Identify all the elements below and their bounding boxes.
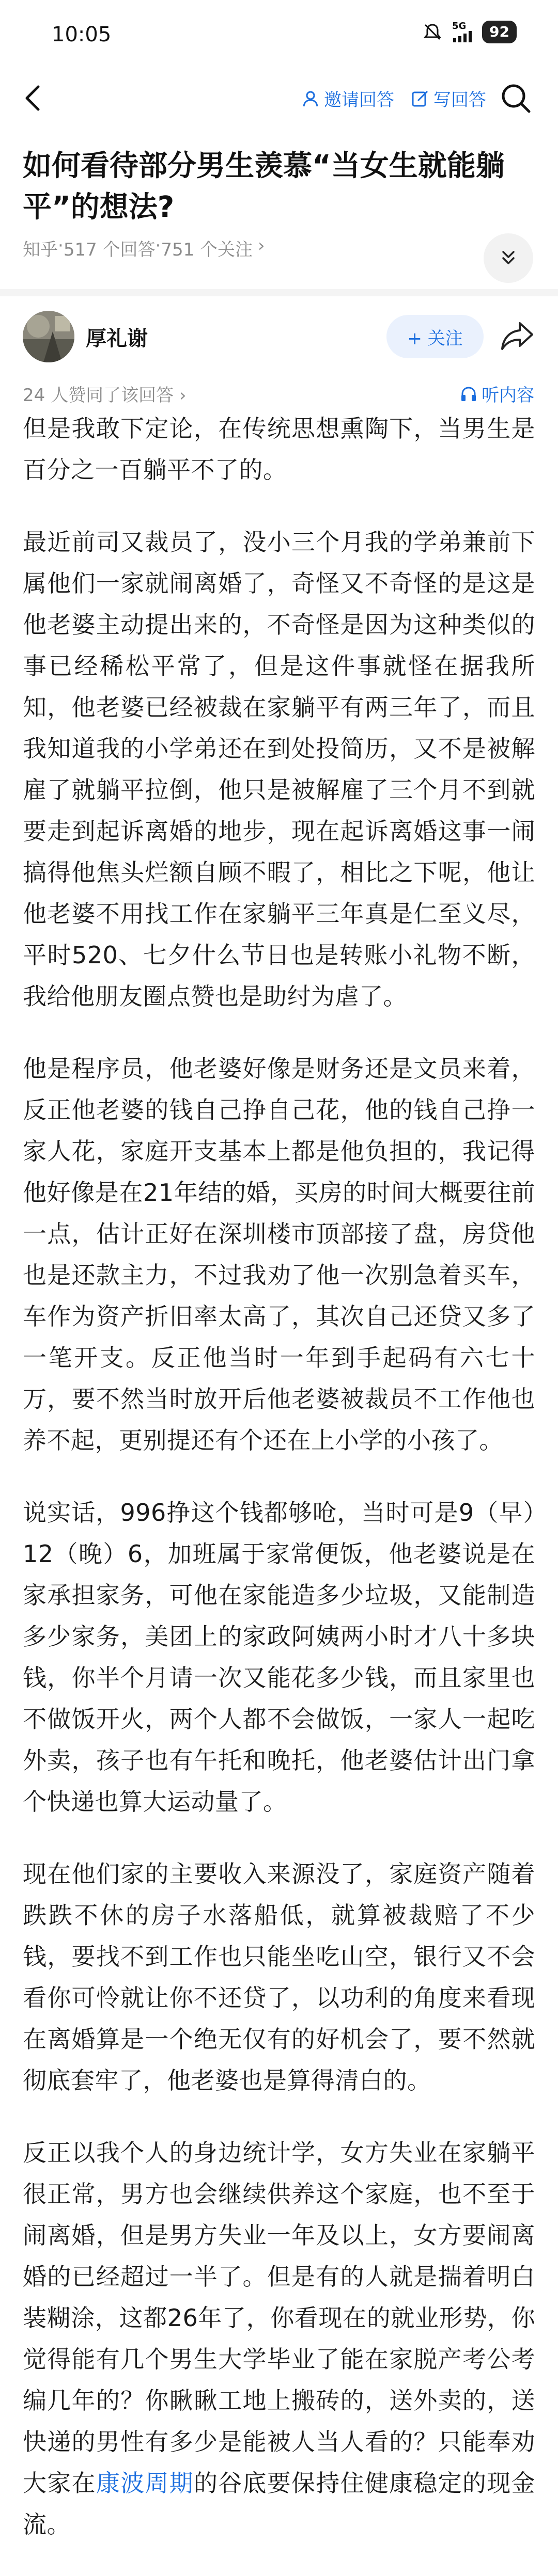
follower-count: 751 个关注 xyxy=(161,240,253,260)
approval-row xyxy=(23,379,534,405)
person-icon xyxy=(301,89,320,108)
answer-count: 517 个回答 xyxy=(63,240,156,260)
signal-icon xyxy=(452,22,473,42)
write-answer-button[interactable] xyxy=(411,86,486,111)
invite-answer-button[interactable] xyxy=(301,86,394,111)
meta-separator: · xyxy=(155,235,161,256)
question-meta[interactable] xyxy=(23,235,265,261)
answer-paragraph: 说实话，996挣这个钱都够呛，当时可是9（早）12（晚）6，加班属于家常便饭，他老婆说是在家承担家务，可他在家能造多少垃圾，又能制造多少家务，美团上的家政阿姨两小时才八十多块钱，你半个月请一次又能花多少钱，而且家里也不做饭开火，两个人都不会做饭，一家人一起吃外卖，孩子也有午托和晚托，他老婆估计出门拿个快递也算大运动量了。 xyxy=(23,1499,535,1816)
avatar[interactable] xyxy=(23,311,74,362)
chevron-right-icon: › xyxy=(258,235,265,256)
answer-paragraph: 但是我敢下定论，在传统思想熏陶下，当男生是百分之一百躺平不了的。 xyxy=(23,415,535,484)
listen-label: 听内容 xyxy=(482,385,534,406)
answer-paragraph-last xyxy=(23,2132,535,2545)
approval-count[interactable]: 24 人赞同了该回答 › xyxy=(23,385,187,406)
edit-icon xyxy=(411,89,429,108)
author-row xyxy=(0,305,558,367)
answer-paragraph-text: 反正以我个人的身边统计学，女方失业在家躺平很正常，男方也会继续供养这个家庭，也不至于闹离婚，但是男方失业一年及以上，女方要闹离婚的已经超过一半了。但是有的人就是揣着明白装糊涂，这都26年了，你看现在的就业形势，你觉得能有几个男生大学毕业了能在家脱产考公考编几年的？你瞅瞅工地上搬砖的，送外卖的，送快递的男性有多少是能被人当人看的？只能奉劝大家在 xyxy=(23,2139,535,2497)
signal-label: 5G xyxy=(452,21,467,31)
collapse-button[interactable] xyxy=(484,233,533,283)
double-chevron-down-icon xyxy=(498,248,519,268)
answer-paragraph: 他是程序员，他老婆好像是财务还是文员来着，反正他老婆的钱自己挣自己花，他的钱自己挣一家人花，家庭开支基本上都是他负担的，我记得他好像是在21年结的婚，买房的时间大概要往前一点，估计正好在深圳楼市顶部接了盘，房贷他也是还款主力，不过我劝了他一次别急着买车，车作为资产折旧率太高了，其次自己还贷又多了一笔开支。反正他当时一年到手起码有六七十万，要不然当时放开后他老婆被裁员不工作他也养不起，更别提还有个还在上小学的小孩了。 xyxy=(23,1055,535,1454)
section-divider xyxy=(0,289,558,296)
nav-bar xyxy=(0,72,558,124)
answer-paragraph: 现在他们家的主要收入来源没了，家庭资产随着跌跌不休的房子水落船低，就算被裁赔了不少钱，要找不到工作也只能坐吃山空，银行又不会看你可怜就让你不还贷了，以功利的角度来看现在离婚算是一个绝无仅有的好机会了，要不然就彻底套牢了，他老婆也是算得清白的。 xyxy=(23,1860,535,2094)
question-source: 知乎 xyxy=(23,240,58,260)
status-time: 10:05 xyxy=(52,23,112,46)
search-icon[interactable] xyxy=(499,82,532,115)
follow-label: + 关注 xyxy=(407,328,463,349)
status-icons xyxy=(422,21,517,43)
question-title[interactable]: 如何看待部分男生羡慕“当女生就能躺平”的想法? xyxy=(23,149,505,224)
invite-answer-label: 邀请回答 xyxy=(324,90,394,110)
answer-body xyxy=(23,408,535,2576)
author-name[interactable]: 厚礼谢 xyxy=(86,327,148,351)
answer-paragraph-tail: 的谷底要保持住健康稳定的现金流。 xyxy=(23,2469,536,2538)
headphones-icon xyxy=(460,385,477,403)
status-bar xyxy=(0,0,558,72)
listen-button[interactable] xyxy=(460,381,534,406)
battery-icon: 92 xyxy=(482,21,517,43)
write-answer-label: 写回答 xyxy=(433,90,486,110)
meta-separator: · xyxy=(58,235,64,256)
share-icon[interactable] xyxy=(500,320,534,352)
follow-button[interactable] xyxy=(386,315,484,358)
back-arrow-icon[interactable] xyxy=(19,83,50,114)
kondratiev-cycle-link[interactable]: 康波周期 xyxy=(96,2469,194,2497)
answer-paragraph: 最近前司又裁员了，没小三个月我的学弟兼前下属他们一家就闹离婚了，奇怪又不奇怪的是这是他老婆主动提出来的，不奇怪是因为这种类似的事已经稀松平常了，但是这件事就怪在据我所知，他老婆已经被裁在家躺平有两三年了，而且我知道我的小学弟还在到处投简历，又不是被解雇了就躺平拉倒，他只是被解雇了三个月不到就要走到起诉离婚的地步，现在起诉离婚这事一闹搞得他焦头烂额自顾不暇了，相比之下呢，他让他老婆不用找工作在家躺平三年真是仁至义尽，平时520、七夕什么节日也是转账小礼物不断，我给他朋友圈点赞也是助纣为虐了。 xyxy=(23,528,535,1010)
mute-icon xyxy=(422,22,443,42)
